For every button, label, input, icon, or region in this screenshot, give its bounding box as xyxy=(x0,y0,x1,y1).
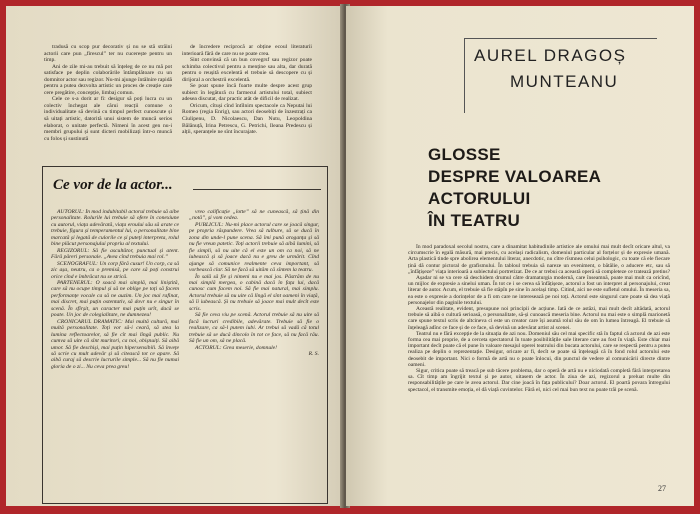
title-line: DESPRE VALOAREA ACTORULUI xyxy=(428,167,601,208)
sidebar-box xyxy=(42,166,328,504)
left-top-column-1 xyxy=(44,44,172,142)
title-line: GLOSSE xyxy=(428,145,501,164)
author-name-line-2: MUNTEANU xyxy=(510,72,619,91)
paragraph: PARTENERUL: O soacă mai simplă, mai liniștită, care să nu ocupe timpul și să ne oblige pe toți să facem performanțe vocale ca să ne auzim. Un joc mai rafinat, mai discret, mai puțin ostentativ, să dovr nu e singur în scenă. În sfîrșit, un caracter mai puțin urît, dacă se poate. Un joc de colegialitate, ne dumnezeu! xyxy=(51,279,179,319)
paragraph: Sigur, critica poate să treacă pe sub tăcere problema, dar o operă de artă nu e niciodată completă fără interpretarea sa. Cît timp am îngrijit textul și pe autor, uitasem de actor. În ziua de azi, regizorul a preluat multe din responsabilitățile pe care le avea actorul. Dar cine joacă în fața publicului? Doar actorul. El poartă povara întregului spectacol, el transmite emoția, el dă viață cuvintelor. Fără el, nici cel mai bun text nu poate trăi pe scenă. xyxy=(408,368,670,393)
paragraph: de încredere reciprocă ar obține ecoul literaturii interioară fără de care nu se poate crea. xyxy=(182,44,312,57)
right-page xyxy=(346,6,694,506)
paragraph: Așadar ni se va cere să deschidem drumul către dramaturgia modernă, care înseamnă, poate mai mult ca oricînd, un mijloc de expresie a sinelui uman. În tot ce i se cerea să înfățișeze, actorul a fost un interpret al personajului, creat literar de autor. Acum, el trebuie să fie stăpîn pe sine în același timp. Citind, aici ne este sufletul omului. În meseria sa, ea este o expresie a dorințelor de a fi om care ne interesează pe noi toți. Actorul este singurul care poate să dea viață personajelor din paginile textului. xyxy=(408,275,670,306)
paragraph: vreo calificație „lotte” să ne cunească, să țină din „notă”, și vom cedea. xyxy=(189,209,319,222)
paragraph: Oricum, cîtuși cînd întîlnim spectacole ca Neputai lui Romeo (regia Enrig), sau actori deosebiți de înzestrați ca Ciulipenu, D. Nicolaescu, Dan Nutu, Leopoldina Bălănuță, Irina Petrescu, G. Petrichi, Ileana Predescu și alții, speranțele ne sînt încurajate. xyxy=(182,102,312,136)
paragraph: Teatrul nu e fără excepție de la situația de azi nou. Domeniul său cel mai specific stă în faptul că actorul de azi este forma cea mai proprie, de a cerceta spectatorul în toate posibilitățile sale literare care au fost în viață. Este chiar mai important decît poate că el pune în valoare mesajul operei teatrului din bucata actorului, care se respectă pentru a putea realiza pe deplin o reprezentație. Desigur, oricare ar fi, decît se poate să înțeleagă că în fond rolul actorului este deosebit de important. Nici o formă de artă nu o poate înlocui, din punctul de vedere al comunicării directe dintre oameni. xyxy=(408,330,670,368)
left-page xyxy=(6,6,344,506)
paragraph: Sint convinsă că un bun covegrsf sau regizor poate schimba colectivul pentru a menține sau alta, dar durată pentru o reușită excelentă el trebuie să descopere cu și dirijoral a orchestrii excelentă. xyxy=(182,57,312,83)
paragraph: Această realitate, evident, presupune noi principii de acțiune. Iată de ce astăzi, mai mult decît altădată, actorul trebuie să aibă o cultură serioasă, o personalitate, să-și cunoască meseria bine. Actorul nu mai este o simplă marionetă care spune textul scris de altcineva ci este un creator care își asumă rolul său de om în lumea întreagă. El trebuie să înțeleagă adînc ce face și de ce face, să devină un adevărat artist al scenei. xyxy=(408,306,670,331)
paragraph: Cele ce s-a dorit ar fi: desigur să poți lucra cu un colectiv închegat ale cărui reacții comune o individualitate să devină cu timpul perfect cunoscute și să uitați artistic, datorită unui sistem de muncă serios elaborat, o unitate perfectă. Nimeni în acest gen nu-i membri grupului și sunt dicteri mobilizați într-o muncă cu folos și sustinută xyxy=(44,96,172,142)
paragraph: Ani de zile mi-au trebuit să înțeleg de ce nu mă pot satisface pe deplin colaborările întâmplătoare cu un domnitor actor sau regizor. Nu-mi ajunge întâlnire rapidă pentru a putea dezvolta artistic un proces de creație care cere pregătire, concepție, limbaj comun. xyxy=(44,63,172,96)
title-line: ÎN TEATRU xyxy=(428,211,521,230)
paragraph: CRONICARUL DRAMATIC: Mai multă cultură, mai multă personalitate. Toți vor să-i ceară, să stea la lumina reflectoarelor, să fie cît mai lîngă public. Nu cumva să uite că sînt muritori, ca noi, obișnuiți. Să aibă umor. Să fie deschiși, mai puțin hipersensibili. Să învețe să scrie cu mult adevăr și să citească tot ce apare. Să aibă curaj să descrie lucrurile simple... Să nu fie numai gloria de o zi... Nu ceva prea greu! xyxy=(51,318,179,370)
box-column-2 xyxy=(189,209,319,497)
paragraph: Să fie ceva viu pe scenă. Actorul trebuie să nu uite să facă lucruri credibile, adevărate. Trebuie să fie o realizare, ca să-l putem iubi. Ar trebui să vadă că totul trebuie să se ducă dincolo în tot ce face, să nu facă rău. Să fie un om, să ne placă. xyxy=(189,312,319,345)
signoff: ACTORUL: Grea meserie, domnule! xyxy=(195,344,278,351)
author-name-line-1: AUREL DRAGOȘ xyxy=(474,46,627,65)
page-number: 27 xyxy=(658,484,666,493)
paragraph: În mod paradoxal secolul nostru, care a dinamitat habitudinile artistice ale omului mai mult decît oricare altul, va circumscrie în egală măsură, mai precis, cu același radicalism, domeniul particular al forțelor și de expresie umană. Arta plastică tinde spre abolirea elementului literar, anecdotic, nu cître rîsmnea celui psihologic, cu toate că ele fiecare țină dă contur pictoral de grafismului. În tabloul trebuia să nareze un eveniment, o bătălie, o aducere etc, sau să „înfățișeze” viața interioară a subiectului portretizat. De ce ar trebui ca această operă să completeze ce tratează pretins? xyxy=(408,244,670,275)
box-title: Ce vor de la actor... xyxy=(53,177,173,193)
article-title xyxy=(428,144,694,232)
title-rule xyxy=(193,189,321,190)
initials: R. S. xyxy=(308,350,319,357)
paragraph: Se poat spune încă foarte multe despre acest grup subiect în legătură cu farmecul artistului total, subiect adesea discutat, dar practic atât de dificil de realizat. xyxy=(182,83,312,103)
paragraph: PUBLICUL: Nu-mi place actorul care se joacă singur, pe propria răspundere. Vrea să tulbure, să se ducă în zona din unde-l pune scena. Să îmi pună aroganța și să nu fie vreun patetic. Toți actorii trebuie să aibă lumini, să fie simpli, să nu uite că el este un om ca noi, să ne iubească și să joace dacă nu e greu de urmărit. Cînd ajunge să comunice realmente ceva important, să vorbească clar. Să ne facă să uităm că sîntem la teatru. xyxy=(189,221,319,274)
paragraph: SCENOGRAFUL: Un corp fără cusur! Un corp, ca să zic așa, neutru, ca o premisă, pe care să poți construi orice cînd e îmbrăcat nu se strică. xyxy=(51,260,179,280)
paragraph: AUTORUL: În mod indubitabil actorul trebuie să aibe personalitate. Rolurile lui trebuie să ofere în conexiune cu autorul, viața adevărată, viața eroului său să arate ce trebuie, figura și temperamentul lui, o personalitate bine marcată și legată de culorile ce și puteți interpreta, rolul bine plăcut personajului propriu al textului. xyxy=(51,209,179,248)
paragraph: În sală să fie și nimeni nu e mai jos. Păstrăm de nu mai simplă mergea, o cabină dacă în fața lui, dacă cunosc cum facem noi. Să fie mai natural, mai simplu. Actorul trebuie să nu uite că lîngă el sînt oameni în viață, să îi iubească. Și nu trebuie să joace mai mult decît este scris. xyxy=(189,273,319,312)
article-body xyxy=(408,244,670,480)
paragraph: tradusă cu scop pur decorativ și nu se stă străini actorii care pun „firescul” ter nu cucerește pentru un timp. xyxy=(44,44,172,64)
box-column-1 xyxy=(51,209,179,497)
paragraph: REGIZORUL: Să fie ascultător, punctual și atent. Fără păreri personale. „Avea cînd trebuia mai rol.” xyxy=(51,247,179,261)
left-top-column-2 xyxy=(182,44,312,136)
